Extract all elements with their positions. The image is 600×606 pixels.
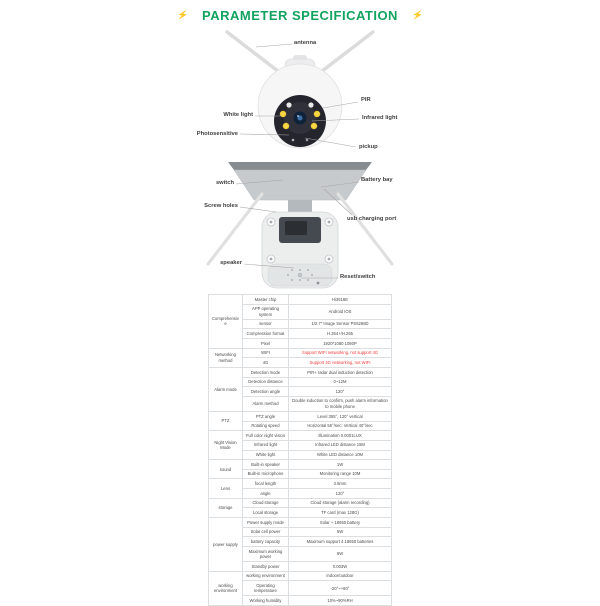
spec-label-cell: Cloud storage: [243, 498, 289, 508]
spec-value-cell: 120°: [289, 387, 392, 397]
spec-category-cell: Lens: [209, 479, 243, 498]
spec-category-cell: PTZ: [209, 411, 243, 430]
spec-row: [209, 460, 392, 470]
spec-value-cell: Monitoring range 10M: [289, 469, 392, 479]
callout-antenna: antenna: [294, 40, 317, 46]
spec-label-cell: Full color night vision: [243, 431, 289, 441]
spec-value-cell: 10%~90%RH: [289, 596, 392, 606]
spec-label-cell: Solar cell power: [243, 527, 289, 537]
spec-value-cell: -20°~+60°: [289, 581, 392, 596]
spec-value-cell: 1W: [289, 460, 392, 470]
spec-category-cell: Night Vision Mode: [209, 431, 243, 460]
spec-value-cell: Cloud storage (alarm recording): [289, 498, 392, 508]
bolt-icon-right: ⚡: [411, 8, 424, 21]
callout-pir: PIR: [361, 97, 371, 103]
spec-value-cell: 120°: [289, 489, 392, 499]
spec-value-cell: 0~12M: [289, 377, 392, 387]
spec-row: [209, 348, 392, 358]
spec-category-cell: power supply: [209, 518, 243, 572]
spec-value-cell: 1920*1080 1080P: [289, 339, 392, 349]
spec-label-cell: sensor: [243, 319, 289, 329]
spec-row: [209, 411, 392, 421]
spec-value-cell: White LED distance 10M: [289, 450, 392, 460]
spec-value-cell: Solar + 18650 battery: [289, 518, 392, 528]
spec-value-cell: Illumination 0.0001LUX: [289, 431, 392, 441]
spec-value-cell: Support 4G networking, not WIFI: [289, 358, 392, 368]
callout-switch: switch: [215, 180, 234, 186]
spec-label-cell: WIFI: [243, 348, 289, 358]
spec-category-cell: Comprehensive: [209, 295, 243, 349]
spec-row: [209, 367, 392, 377]
callout-usb-charging-port: usb charging port: [347, 216, 397, 222]
spec-value-cell: TF card (max 128G): [289, 508, 392, 518]
spec-label-cell: Maximum working power: [243, 546, 289, 561]
spec-label-cell: angle: [243, 489, 289, 499]
camera-bottom-figure: [0, 160, 600, 292]
spec-label-cell: working environment: [243, 571, 289, 581]
callout-lines-front: [0, 28, 600, 160]
callout-pickup: pickup: [359, 144, 378, 150]
spec-table-body: [209, 295, 392, 606]
spec-category-cell: working environment: [209, 571, 243, 605]
spec-label-cell: Working humidity: [243, 596, 289, 606]
spec-label-cell: 4G: [243, 358, 289, 368]
spec-label-cell: focal length: [243, 479, 289, 489]
spec-label-cell: Built-in microphone: [243, 469, 289, 479]
spec-value-cell: Indoor/outdoor: [289, 571, 392, 581]
spec-label-cell: Rotating speed: [243, 421, 289, 431]
callout-screw-holes: Screw holes: [204, 203, 238, 209]
spec-category-cell: storage: [209, 498, 243, 517]
spec-table: [208, 294, 392, 606]
spec-value-cell: 1/2.7" Image Sensor PS5268D: [289, 319, 392, 329]
spec-label-cell: Detection distance: [243, 377, 289, 387]
spec-label-cell: Alarm method: [243, 396, 289, 411]
callout-lines-bottom: [0, 160, 600, 292]
bolt-icon-left: ⚡: [176, 8, 189, 21]
spec-label-cell: Power supply mode: [243, 518, 289, 528]
callout-infrared-light: Infrared light: [362, 115, 398, 121]
spec-row: [209, 295, 392, 305]
spec-value-cell: 3.6mm: [289, 479, 392, 489]
spec-value-cell: 5W: [289, 527, 392, 537]
spec-value-cell: H.264+/H.265: [289, 329, 392, 339]
spec-label-cell: White light: [243, 450, 289, 460]
spec-label-cell: Master chip: [243, 295, 289, 305]
spec-label-cell: Local storage: [243, 508, 289, 518]
spec-label-cell: Infrared light: [243, 440, 289, 450]
spec-value-cell: 6W: [289, 546, 392, 561]
spec-row: [209, 498, 392, 508]
spec-value-cell: Hi3518E: [289, 295, 392, 305]
spec-label-cell: Pixel: [243, 339, 289, 349]
spec-row: [209, 431, 392, 441]
spec-value-cell: Maximum support 4 18650 batteries: [289, 537, 392, 547]
spec-value-cell: Double induction to confirm, push alarm information to mobile phone: [289, 396, 392, 411]
camera-front-figure: [0, 28, 600, 160]
callout-battery-bay: Battery bay: [361, 177, 393, 183]
spec-table-container: [208, 294, 392, 606]
callout-white-light: White light: [223, 112, 253, 118]
spec-label-cell: battery capacity: [243, 537, 289, 547]
spec-label-cell: APP operating system: [243, 304, 289, 319]
spec-label-cell: Compression format: [243, 329, 289, 339]
spec-label-cell: PTZ angle: [243, 411, 289, 421]
spec-value-cell: Horizontal 55°/sec; Vertical 40°/sec: [289, 421, 392, 431]
callout-reset-switch: Reset/switch: [340, 274, 376, 280]
spec-value-cell: Support WIFI networking, not support 4G: [289, 348, 392, 358]
spec-row: [209, 571, 392, 581]
spec-category-cell: Networking method: [209, 348, 243, 367]
spec-value-cell: PIR+ radar dual induction detection: [289, 367, 392, 377]
spec-row: [209, 479, 392, 489]
spec-category-cell: sound: [209, 460, 243, 479]
callout-speaker: speaker: [220, 260, 242, 266]
spec-label-cell: Operating temperature: [243, 581, 289, 596]
spec-category-cell: Alarm mode: [209, 367, 243, 411]
page-title: PARAMETER SPECIFICATION: [202, 7, 398, 23]
spec-value-cell: Android IOS: [289, 304, 392, 319]
spec-row: [209, 518, 392, 528]
spec-value-cell: Infrared LED distance 15M: [289, 440, 392, 450]
spec-label-cell: Detection mode: [243, 367, 289, 377]
spec-label-cell: Detection angle: [243, 387, 289, 397]
callout-photosensitive: Photosensitive: [196, 131, 238, 137]
spec-label-cell: Built-in speaker: [243, 460, 289, 470]
page-header: [0, 4, 600, 26]
spec-label-cell: Standby power: [243, 562, 289, 572]
spec-value-cell: Level 355°, 120° vertical: [289, 411, 392, 421]
spec-value-cell: 0.003W: [289, 562, 392, 572]
